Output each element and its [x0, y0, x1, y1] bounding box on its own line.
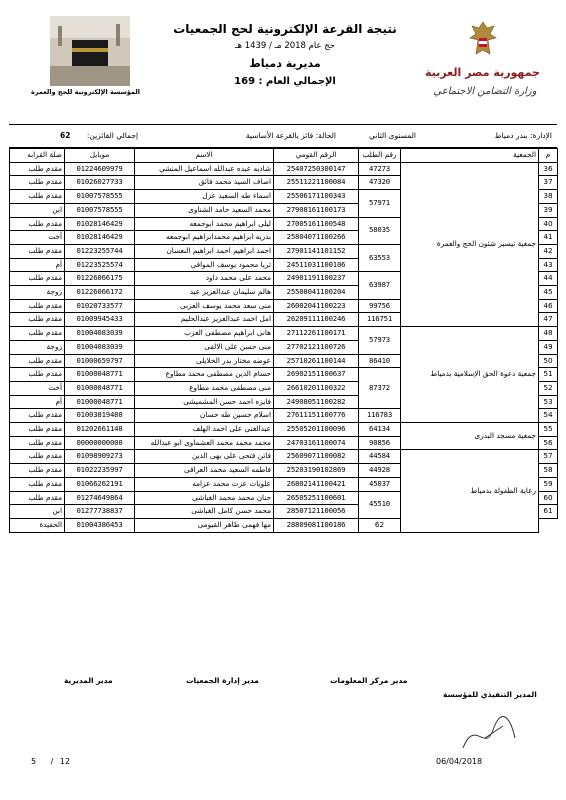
cell-name: ليلى ابراهيم محمد ابوجمعه — [135, 217, 274, 231]
cell-request-no: 64134 — [359, 423, 401, 437]
cell-request-no: 116751 — [359, 313, 401, 327]
cell-request-no: 47320 — [359, 176, 401, 190]
cell-relation: مقدم طلب — [10, 272, 65, 286]
cell-seq: 55 — [539, 423, 558, 437]
status-info — [246, 131, 336, 140]
cell-national-id: 26902151100637 — [274, 368, 359, 382]
sig-exec-director: المدير التنفيذي للمؤسسة — [443, 690, 537, 699]
cell-relation: أخت — [10, 381, 65, 395]
cell-national-id: 24511031100106 — [274, 258, 359, 272]
cell-name: منى حسن على الالفى — [135, 340, 274, 354]
cell-seq: 52 — [539, 381, 558, 395]
cell-seq: 59 — [539, 477, 558, 491]
cell-seq: 41 — [539, 231, 558, 245]
cell-national-id: 27005161100548 — [274, 217, 359, 231]
admin-label: الإدارة: — [530, 131, 552, 140]
cell-seq: 48 — [539, 327, 558, 341]
cell-name: محمد محمد محمد العشماوى ابو عبدالله — [135, 436, 274, 450]
cell-mobile: 01003819480 — [65, 409, 135, 423]
cell-relation: مقدم طلب — [10, 491, 65, 505]
cell-name: هانى ابراهيم مصطفى العزب — [135, 327, 274, 341]
cell-relation: مقدم طلب — [10, 423, 65, 437]
cell-seq: 42 — [539, 244, 558, 258]
cell-seq: 60 — [539, 491, 558, 505]
cell-request-no: 86410 — [359, 354, 401, 368]
cell-association: جمعية تيسير شئون الحج والعمرة — [401, 162, 539, 326]
cell-relation: الحفيدة — [10, 518, 65, 532]
cell-national-id: 26802141100421 — [274, 477, 359, 491]
cell-association: جمعية مسجد البدرى — [401, 423, 539, 450]
cell-relation: أم — [10, 258, 65, 272]
cell-name: عبدالغنى على احمد الهلف — [135, 423, 274, 437]
cell-relation: مقدم طلب — [10, 162, 65, 176]
cell-mobile: 01223525574 — [65, 258, 135, 272]
cell-relation: ابن — [10, 505, 65, 519]
cell-relation: مقدم طلب — [10, 464, 65, 478]
admin-info — [495, 131, 552, 140]
cell-relation: مقدم طلب — [10, 190, 65, 204]
cell-name: احمد ابراهيم احمد ابراهيم النعسان — [135, 244, 274, 258]
cell-relation: مقدم طلب — [10, 217, 65, 231]
cell-request-no: 47273 — [359, 162, 401, 176]
cell-relation: مقدم طلب — [10, 299, 65, 313]
table-row — [10, 423, 558, 437]
cell-national-id: 26002041100223 — [274, 299, 359, 313]
cell-request-no: 63553 — [359, 244, 401, 271]
directorate-label: مديرية دمياط — [249, 57, 321, 70]
cell-request-no: 116783 — [359, 409, 401, 423]
cell-request-no: 58035 — [359, 217, 401, 244]
col-name: الاسم — [135, 149, 274, 163]
table-row — [10, 450, 558, 464]
divider — [9, 124, 557, 125]
cell-request-no: 99756 — [359, 299, 401, 313]
col-mobile: موبايل — [65, 149, 135, 163]
cell-seq: 46 — [539, 299, 558, 313]
cell-relation: مقدم طلب — [10, 244, 65, 258]
sig-assoc-admin: مدير إدارة الجمعيات — [186, 676, 259, 685]
cell-national-id: 26209111100246 — [274, 313, 359, 327]
cell-national-id: 27702121100726 — [274, 340, 359, 354]
cell-national-id: 25407250300147 — [274, 162, 359, 176]
cell-request-no: 90856 — [359, 436, 401, 450]
cell-seq: 40 — [539, 217, 558, 231]
cell-seq: 49 — [539, 340, 558, 354]
cell-relation: مقدم طلب — [10, 477, 65, 491]
cell-relation: مقدم طلب — [10, 409, 65, 423]
cell-seq: 53 — [539, 395, 558, 409]
cell-request-no: 57971 — [359, 190, 401, 217]
cell-mobile: 01202661148 — [65, 423, 135, 437]
cell-relation: زوجة — [10, 340, 65, 354]
cell-mobile: 01277738837 — [65, 505, 135, 519]
cell-seq: 50 — [539, 354, 558, 368]
grand-total-label: الإجمالي العام : — [258, 76, 336, 87]
status-value: فائز بالقرعة الأساسية — [245, 131, 314, 140]
cell-relation: مقدم طلب — [10, 327, 65, 341]
page-indicator — [31, 757, 70, 766]
cell-name: اسلام حسين طه حسان — [135, 409, 274, 423]
page-title: نتيجة القرعة الإلكترونية لحج الجمعيات — [173, 22, 397, 36]
cell-seq: 44 — [539, 272, 558, 286]
cell-national-id: 25804071100266 — [274, 231, 359, 245]
cell-national-id: 28809081100186 — [274, 518, 359, 532]
level-info: المستوى الثاني — [368, 131, 416, 140]
cell-name: علويات عزت محمد عزامه — [135, 477, 274, 491]
cell-name: ثريا محمود يوسف الموافى — [135, 258, 274, 272]
results-table — [9, 148, 558, 533]
cell-name: حنان محمد محمد الغباشى — [135, 491, 274, 505]
cell-mobile: 00000000000 — [65, 436, 135, 450]
col-association: الجمعية — [401, 149, 539, 163]
cell-name: فاطمه السعيد محمد العراقى — [135, 464, 274, 478]
cell-mobile: 01224609979 — [65, 162, 135, 176]
country-name: جمهورية مصر العربية — [425, 66, 540, 79]
table-row — [10, 327, 558, 341]
cell-request-no: 87372 — [359, 368, 401, 409]
table-row — [10, 162, 558, 176]
cell-name: محمد على محمد داود — [135, 272, 274, 286]
cell-request-no: 44584 — [359, 450, 401, 464]
cell-mobile: 01022235997 — [65, 464, 135, 478]
table-header-row — [10, 149, 558, 163]
cell-national-id: 24901191100237 — [274, 272, 359, 286]
cell-mobile: 01007578555 — [65, 203, 135, 217]
season-label: حج عام 2018 مـ / 1439 هـ — [234, 41, 336, 51]
cell-relation: أخت — [10, 231, 65, 245]
admin-value: بندر دمياط — [494, 131, 528, 140]
cell-name: محمد السعيد حامد الشناوى — [135, 203, 274, 217]
cell-mobile: 01007578555 — [65, 190, 135, 204]
ministry-name: وزارة التضامن الاجتماعي — [433, 86, 537, 97]
cell-relation: زوجة — [10, 286, 65, 300]
cell-seq: 58 — [539, 464, 558, 478]
cell-association: رعاية الطفولة بدمياط — [401, 450, 539, 532]
winners-info — [60, 131, 138, 140]
cell-name: اصاف السيد محمد فائق — [135, 176, 274, 190]
cell-request-no: 57973 — [359, 327, 401, 354]
cell-national-id: 26610201100322 — [274, 381, 359, 395]
cell-name: عوضه مختار بدر الخلايلى — [135, 354, 274, 368]
cell-relation: مقدم طلب — [10, 368, 65, 382]
cell-mobile: 01223255744 — [65, 244, 135, 258]
kaaba-logo-caption: المؤسسة الإلكترونية للحج والعمرة — [31, 88, 140, 96]
cell-seq: 57 — [539, 450, 558, 464]
cell-seq: 36 — [539, 162, 558, 176]
print-date: 06/04/2018 — [436, 757, 483, 766]
page-sep: / — [50, 757, 54, 766]
cell-mobile: 01026027733 — [65, 176, 135, 190]
cell-relation: مقدم طلب — [10, 450, 65, 464]
cell-relation: ابن — [10, 203, 65, 217]
cell-mobile: 01274649864 — [65, 491, 135, 505]
winners-value: 62 — [60, 131, 71, 140]
eagle-emblem-icon — [468, 20, 498, 60]
cell-name: هالم سليمان عبدالعزيز عيد — [135, 286, 274, 300]
grand-total-value: 169 — [234, 76, 256, 87]
cell-seq: 62 — [359, 518, 401, 532]
cell-national-id: 26505251100601 — [274, 491, 359, 505]
cell-mobile: 01226066172 — [65, 286, 135, 300]
cell-mobile: 01098909273 — [65, 450, 135, 464]
winners-label: إجمالي الفائزين: — [86, 131, 139, 140]
cell-national-id: 27611151100776 — [274, 409, 359, 423]
cell-mobile: 01004386453 — [65, 518, 135, 532]
cell-mobile: 01004083039 — [65, 327, 135, 341]
cell-relation: مقدم طلب — [10, 436, 65, 450]
cell-seq: 61 — [539, 505, 558, 519]
cell-national-id: 27901141101152 — [274, 244, 359, 258]
cell-seq: 37 — [539, 176, 558, 190]
cell-name: محمد حسن كامل الغباشى — [135, 505, 274, 519]
cell-national-id: 25506171100343 — [274, 190, 359, 204]
cell-national-id: 25511221100084 — [274, 176, 359, 190]
cell-national-id: 25508041100204 — [274, 286, 359, 300]
cell-mobile: 01226066175 — [65, 272, 135, 286]
cell-relation: مقدم طلب — [10, 176, 65, 190]
cell-mobile: 01020733577 — [65, 299, 135, 313]
status-label: الحالة: — [315, 131, 336, 140]
cell-request-no: 45510 — [359, 491, 401, 518]
cell-request-no: 44928 — [359, 464, 401, 478]
cell-name: حسام الدين مصطفى محمد مطاوع — [135, 368, 274, 382]
cell-seq: 51 — [539, 368, 558, 382]
cell-name: مها فهمى طاهر القيومى — [135, 518, 274, 532]
cell-seq: 38 — [539, 190, 558, 204]
cell-mobile: 01009945433 — [65, 313, 135, 327]
cell-national-id: 25710261100144 — [274, 354, 359, 368]
cell-relation: مقدم طلب — [10, 354, 65, 368]
page-total: 12 — [59, 757, 71, 766]
cell-national-id: 27908161100173 — [274, 203, 359, 217]
cell-national-id: 28507121100056 — [274, 505, 359, 519]
col-national-id: الرقم القومي — [274, 149, 359, 163]
cell-mobile: 01000048771 — [65, 368, 135, 382]
cell-seq: 39 — [539, 203, 558, 217]
cell-national-id: 24703161100074 — [274, 436, 359, 450]
cell-seq: 47 — [539, 313, 558, 327]
cell-name: بدريه ابراهيم محمدابراهيم ابوجمعه — [135, 231, 274, 245]
cell-name: منى سعد محمد يوسف العزبى — [135, 299, 274, 313]
cell-association: جمعية دعوة الحق الإسلامية بدمياط — [401, 327, 539, 423]
cell-name: فاتن فتحى على بهى الدين — [135, 450, 274, 464]
cell-mobile: 01028146429 — [65, 231, 135, 245]
cell-mobile: 01066262191 — [65, 477, 135, 491]
cell-name: فايزه احمد حسن المشميشى — [135, 395, 274, 409]
cell-seq: 45 — [539, 286, 558, 300]
cell-national-id: 24908051100282 — [274, 395, 359, 409]
cell-name: منى مصطفى محمد مطاوع — [135, 381, 274, 395]
cell-mobile: 01028146429 — [65, 217, 135, 231]
cell-relation: مقدم طلب — [10, 313, 65, 327]
cell-request-no: 63987 — [359, 272, 401, 299]
cell-national-id: 25609071100082 — [274, 450, 359, 464]
cell-national-id: 25203190102869 — [274, 464, 359, 478]
cell-mobile: 01000048771 — [65, 381, 135, 395]
sig-directorate-mgr: مدير المديرية — [64, 676, 113, 685]
cell-relation: أم — [10, 395, 65, 409]
cell-name: اسماء طه السعيد عزل — [135, 190, 274, 204]
cell-request-no: 45037 — [359, 477, 401, 491]
cell-mobile: 01000048771 — [65, 395, 135, 409]
handwritten-signature — [455, 708, 525, 758]
sig-info-center: مدير مركز المعلومات — [330, 676, 408, 685]
cell-mobile: 01004083039 — [65, 340, 135, 354]
cell-seq: 54 — [539, 409, 558, 423]
col-seq: م — [539, 149, 558, 163]
table-body — [10, 162, 558, 532]
cell-seq: 43 — [539, 258, 558, 272]
cell-seq: 56 — [539, 436, 558, 450]
cell-national-id: 25505201100096 — [274, 423, 359, 437]
col-request-no: رقم الطلب — [359, 149, 401, 163]
col-relation: صلة القرابه — [10, 149, 65, 163]
page-number: 5 — [31, 757, 37, 766]
cell-name: امل احمد عبدالعزيز عبدالحليم — [135, 313, 274, 327]
cell-national-id: 27112261100171 — [274, 327, 359, 341]
cell-mobile: 01000659797 — [65, 354, 135, 368]
cell-name: شاديه عبده عبدالله اسماعيل المنشي — [135, 162, 274, 176]
grand-total — [150, 76, 420, 87]
